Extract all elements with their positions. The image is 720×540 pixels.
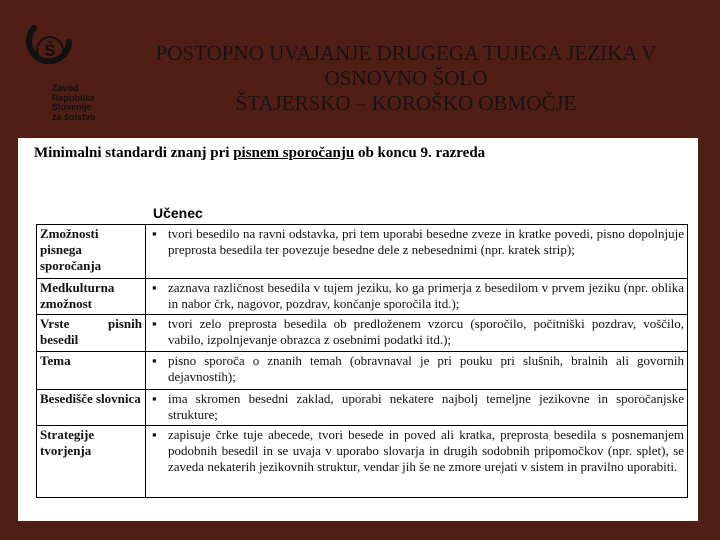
- area-cell: Strategije tvorjenja: [37, 426, 146, 498]
- description-text: zaznava različnost besedila v tujem jeziku, ko ga primerja z besedilom v prvem jeziku (npr. oblika in nabor črk, nagovor, pozdrav, končanje sporočila itd.);: [168, 280, 684, 311]
- logo-line: Republike: [52, 92, 96, 103]
- description-cell: [146, 426, 688, 498]
- table-row: [37, 352, 688, 390]
- logo-text: [52, 84, 96, 122]
- description-text: ima skromen besedni zaklad, uporabi nekatere najbolj temeljne jezikovne in sporočanjske strukture;: [168, 391, 684, 422]
- description-cell: [146, 225, 688, 279]
- title-line: OSNOVNO ŠOLO: [324, 66, 488, 90]
- description-cell: [146, 390, 688, 426]
- bullet-icon: ▪: [152, 391, 157, 406]
- logo-line: za šolstvo: [52, 111, 96, 122]
- table-row: [37, 390, 688, 426]
- logo-line: Slovenije: [52, 102, 92, 112]
- description-cell: [146, 352, 688, 390]
- document-heading: [34, 145, 485, 162]
- table-row: [37, 426, 688, 498]
- bullet-icon: ▪: [152, 427, 157, 442]
- area-cell: Zmožnosti pisnega sporočanja: [37, 225, 146, 279]
- heading-text: ob koncu 9. razreda: [354, 145, 486, 161]
- document-page: [18, 138, 698, 521]
- logo-letter: Š: [44, 41, 56, 60]
- description-text: tvori besedilo na ravni odstavka, pri tem uporabi besedne zveze in kratke povedi, pisno dopolnjuje preprosta besedila ter povezuje besedne dele z nebesednimi (npr. kratek strip);: [168, 226, 684, 257]
- zrss-logo-icon: [22, 22, 82, 78]
- title-line: ŠTAJERSKO – KOROŠKO OBMOČJE: [235, 91, 577, 115]
- bullet-icon: ▪: [152, 226, 157, 241]
- bullet-icon: ▪: [152, 316, 157, 331]
- slide-title: [96, 41, 716, 116]
- table-row: [37, 225, 688, 279]
- area-cell: Vrste pisnih besedil: [37, 315, 146, 352]
- bullet-icon: ▪: [152, 353, 157, 368]
- standards-table: [36, 224, 688, 498]
- description-cell: [146, 315, 688, 352]
- heading-underlined-text: pisnem sporočanju: [233, 145, 355, 161]
- description-text: pisno sporoča o znanih temah (obravnaval je pri pouku pri slušnih, bralnih ali govornih dejavnostih);: [168, 353, 684, 384]
- slide-header: [0, 0, 720, 132]
- bullet-icon: ▪: [152, 280, 157, 295]
- area-cell: Tema: [37, 352, 146, 390]
- description-text: tvori zelo preprosta besedila ob predloženem vzorcu (sporočilo, počitniški pozdrav, voščilo, vabilo, izpolnjevanje obrazca z osebnimi podatki itd.);: [168, 316, 684, 347]
- table-row: [37, 279, 688, 315]
- area-cell: Medkulturna zmožnost: [37, 279, 146, 315]
- description-cell: [146, 279, 688, 315]
- description-text: zapisuje črke tuje abecede, tvori besede in poved ali kratka, preprosta besedila s posnemanjem podobnih besedil in se uvaja v uporabo slovarja in drugih sodobnih pripomočkov (npr. splet), se zaveda nekaterih jezikovnih struktur, vendar jih še ne zmore urejati v sistem in pravilno uporabiti.: [168, 427, 684, 474]
- table-row: [37, 315, 688, 352]
- heading-text: Minimalni standardi znanj pri: [34, 145, 234, 161]
- logo-line: Zavod: [52, 83, 79, 93]
- title-line: POSTOPNO UVAJANJE DRUGEGA TUJEGA JEZIKA V: [155, 41, 657, 65]
- learner-label: Učenec: [153, 205, 203, 221]
- area-cell: Besedišče slovnica: [37, 390, 146, 426]
